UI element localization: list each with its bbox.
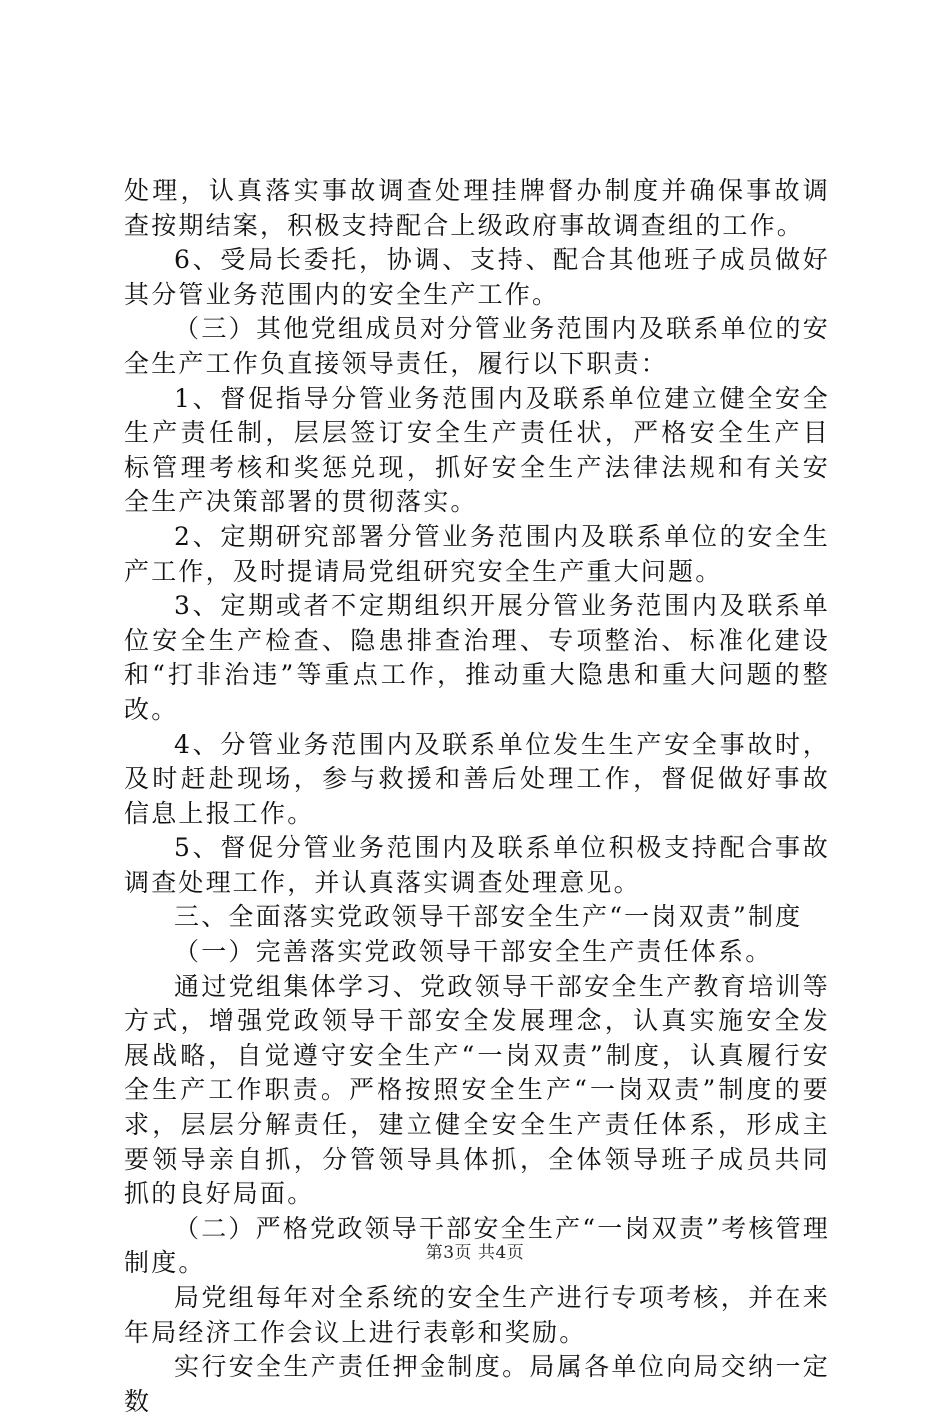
paragraph-section-three-heading: （三）其他党组成员对分管业务范围内及联系单位的安全生产工作负直接领导责任，履行以下职责： bbox=[124, 314, 830, 378]
paragraph-item-6: 6、受局长委托，协调、支持、配合其他班子成员做好其分管业务范围内的安全生产工作。 bbox=[124, 245, 830, 309]
subsection-heading-1: （一）完善落实党政领导干部安全生产责任体系。 bbox=[174, 937, 773, 967]
page-number-footer: 第3页 共4页 bbox=[425, 1243, 525, 1263]
paragraph-body-1: 通过党组集体学习、党政领导干部安全生产教育培训等方式，增强党政领导干部安全发展理念，认真实施安全发展战略，自觉遵守安全生产“一岗双责”制度，认真履行安全生产工作职责。严格按照安全生产“一岗双责”制度的要求，层层分解责任，建立健全安全生产责任体系，形成主要领导亲自抓，分管领导具体抓，全体领导班子成员共同抓的良好局面。 bbox=[124, 971, 830, 1209]
paragraph-item-3: 3、定期或者不定期组织开展分管业务范围内及联系单位安全生产检查、隐患排查治理、专项整治、标准化建设和“打非治违”等重点工作，推动重大隐患和重大问题的整改。 bbox=[124, 591, 830, 724]
document-body bbox=[124, 174, 830, 1419]
paragraph-item-2: 2、定期研究部署分管业务范围内及联系单位的安全生产工作，及时提请局党组研究安全生产重大问题。 bbox=[124, 521, 830, 586]
paragraph-continuation: 处理，认真落实事故调查处理挂牌督办制度并确保事故调查按期结案，积极支持配合上级政府事故调查组的工作。 bbox=[124, 176, 830, 240]
paragraph-body-3: 实行安全生产责任押金制度。局属各单位向局交纳一定数 bbox=[124, 1352, 830, 1416]
section-heading-3: 三、全面落实党政领导干部安全生产“一岗双责”制度 bbox=[174, 902, 803, 932]
paragraph-item-4: 4、分管业务范围内及联系单位发生生产安全事故时，及时赶赴现场，参与救援和善后处理工作，督促做好事故信息上报工作。 bbox=[124, 729, 830, 828]
subsection-heading-2: （二）严格党政领导干部安全生产“一岗双责”考核管理制度。 bbox=[124, 1213, 830, 1278]
paragraph-item-5: 5、督促分管业务范围内及联系单位积极支持配合事故调查处理工作，并认真落实调查处理意见。 bbox=[124, 833, 830, 897]
paragraph-body-2: 局党组每年对全系统的安全生产进行专项考核，并在来年局经济工作会议上进行表彰和奖励。 bbox=[124, 1283, 830, 1347]
paragraph-item-1: 1、督促指导分管业务范围内及联系单位建立健全安全生产责任制，层层签订安全生产责任状，严格安全生产目标管理考核和奖惩兑现，抓好安全生产法律法规和有关安全生产决策部署的贯彻落实。 bbox=[124, 383, 830, 517]
